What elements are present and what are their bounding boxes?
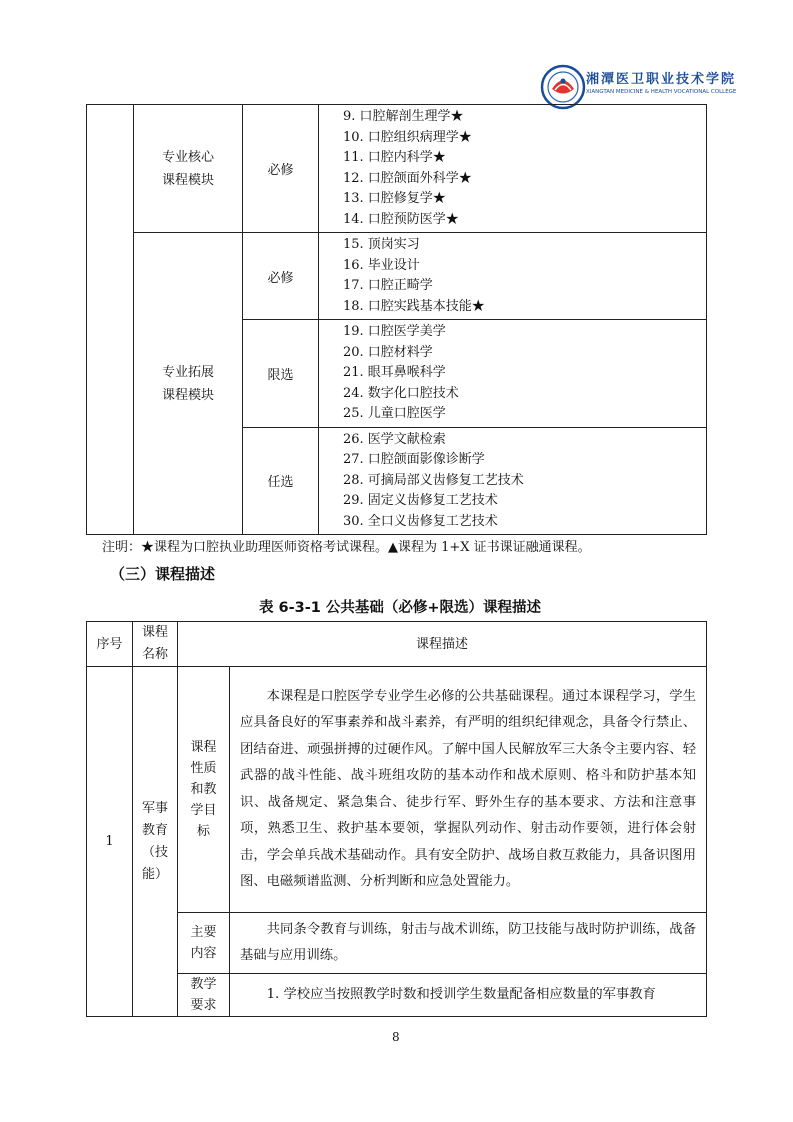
course-list (319, 427, 707, 535)
blank-cell (87, 105, 134, 535)
nature-text: 本课程是口腔医学专业学生必修的公共基础课程。通过本课程学习，学生应具备良好的军事素养和战斗素养，有严明的组织纪律观念，具备令行禁止、团结奋进、顽强拼搏的过硬作风。了解中国人民解放军三大条令主要内容、轻武器的战斗性能、战斗班组攻防的基本动作和战术原则、格斗和防护基本知识、战备规定、紧急集合、徒步行军、野外生存的基本要求、方法和注意事项，熟悉卫生、救护基本要领，掌握队列动作、射击动作要领，进行体会射击，学会单兵战术基础动作。具有安全防护、战场自救互救能力，具备识图用图、电磁频谱监测、分析判断和应急处置能力。 (230, 667, 707, 913)
list-item: 26. 医学文献检索 (343, 431, 446, 447)
list-item: 11. 口腔内科学★ (343, 150, 446, 165)
course-list (319, 105, 707, 233)
header-no: 序号 (87, 622, 133, 667)
list-item: 15. 顶岗实习 (343, 237, 420, 252)
course-module-table (86, 104, 707, 535)
table-row (87, 233, 707, 320)
list-item: 9. 口腔解剖生理学★ (343, 109, 464, 124)
list-item: 14. 口腔预防医学★ (343, 211, 459, 227)
course-name: 军事 教育 （技 能） (133, 667, 178, 1017)
list-item: 24. 数字化口腔技术 (343, 385, 459, 401)
list-item: 12. 口腔颌面外科学★ (343, 170, 472, 186)
requirement-text: 1. 学校应当按照教学时数和授训学生数量配备相应数量的军事教育 (230, 974, 707, 1017)
list-item: 20. 口腔材料学 (343, 344, 433, 360)
list-item: 29. 固定义齿修复工艺技术 (343, 493, 498, 508)
list-item: 18. 口腔实践基本技能★ (343, 298, 485, 314)
row-no: 1 (87, 667, 133, 1017)
header-desc: 课程描述 (178, 622, 707, 667)
table-note: 注明：★课程为口腔执业助理医师资格考试课程。▲课程为 1+X 证书课证融通课程。 (102, 540, 591, 555)
list-item: 25. 儿童口腔医学 (343, 406, 446, 421)
table-header-row (87, 622, 707, 667)
course-type: 限选 (243, 320, 319, 428)
list-item: 19. 口腔医学美学 (343, 324, 446, 339)
course-description-table (86, 621, 707, 1017)
list-item: 16. 毕业设计 (343, 257, 420, 273)
course-list (319, 320, 707, 428)
requirement-label: 教学 要求 (178, 974, 230, 1017)
list-item: 30. 全口义齿修复工艺技术 (343, 513, 498, 529)
course-type: 必修 (243, 105, 319, 233)
list-item: 13. 口腔修复学★ (343, 191, 446, 206)
module-core: 专业核心 课程模块 (134, 105, 243, 233)
list-item: 21. 眼耳鼻喉科学 (343, 365, 446, 380)
table-row (87, 105, 707, 233)
list-item: 27. 口腔颌面影像诊断学 (343, 452, 485, 467)
table-row (87, 913, 707, 974)
course-type: 必修 (243, 233, 319, 320)
nature-label: 课程 性质 和教 学目 标 (178, 667, 230, 913)
course-list (319, 233, 707, 320)
table-row (87, 974, 707, 1017)
list-item: 10. 口腔组织病理学★ (343, 129, 472, 145)
table-caption: 表 6-3-1 公共基础（必修+限选）课程描述 (259, 600, 542, 616)
content-label: 主要 内容 (178, 913, 230, 974)
content-text: 共同条令教育与训练，射击与战术训练，防卫技能与战时防护训练，战备基础与应用训练。 (230, 913, 707, 974)
list-item: 17. 口腔正畸学 (343, 278, 433, 293)
page-number: 8 (392, 1030, 400, 1044)
module-extension: 专业拓展 课程模块 (134, 233, 243, 535)
table-row (87, 667, 707, 913)
list-item: 28. 可摘局部义齿修复工艺技术 (343, 472, 524, 488)
header-name: 课程 名称 (133, 622, 178, 667)
college-name: 湘潭医卫职业技术学院 (586, 72, 737, 87)
course-type: 任选 (243, 427, 319, 535)
college-english-name: XIANGTAN MEDICINE & HEALTH VOCATIONAL COLLEGE (586, 89, 737, 95)
section-title: （三）课程描述 (110, 565, 216, 583)
